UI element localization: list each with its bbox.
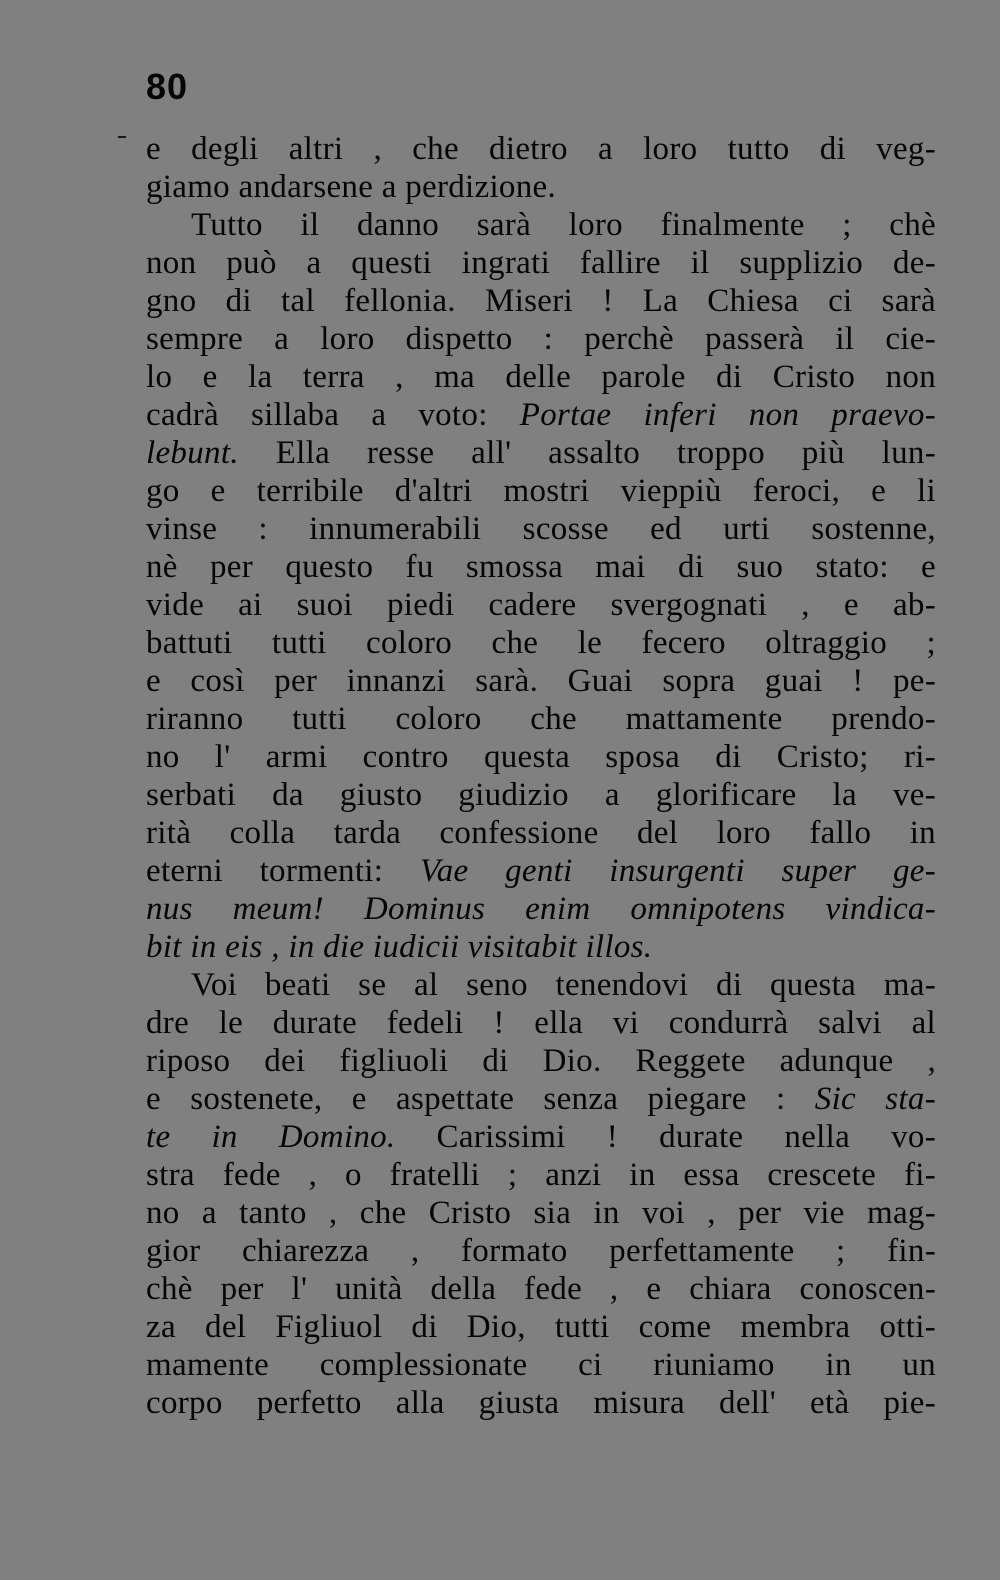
text-line	[146, 662, 936, 700]
text-line	[146, 244, 936, 282]
text-segment: vinse : innumerabili scosse ed urti sostenne,	[146, 511, 936, 547]
text-segment: Ella resse all' assalto troppo più lun-	[238, 435, 936, 471]
text-segment: gior chiarezza , formato perfettamente ; fin-	[146, 1233, 936, 1269]
text-segment: Voi beati se al seno tenendovi di questa ma-	[191, 967, 936, 1003]
text-segment: gno di tal fellonia. Miseri ! La Chiesa ci sarà	[146, 283, 936, 319]
italic-text: Vae genti insurgenti super ge-	[419, 853, 937, 889]
text-line	[146, 168, 936, 206]
italic-text: nus meum! Dominus enim omnipotens vindica-	[146, 891, 936, 927]
text-line	[146, 1080, 936, 1118]
text-segment: chè per l' unità della fede , e chiara conoscen-	[146, 1271, 936, 1307]
italic-text: Portae inferi non praevo-	[519, 397, 937, 433]
text-segment: non può a questi ingrati fallire il supplizio de-	[146, 245, 936, 281]
text-line	[146, 510, 936, 548]
text-line	[146, 1232, 936, 1270]
text-segment: Tutto il danno sarà loro finalmente ; chè	[191, 207, 936, 243]
italic-text: lebunt.	[146, 435, 239, 471]
text-line	[146, 282, 936, 320]
text-line	[146, 890, 936, 928]
text-line	[146, 814, 936, 852]
text-line	[146, 1194, 936, 1232]
text-segment: e degli altri , che dietro a loro tutto di veg-	[146, 131, 936, 167]
text-segment: battuti tutti coloro che le fecero oltraggio ;	[146, 625, 936, 661]
italic-text: te in Domino.	[146, 1119, 396, 1155]
text-line	[146, 206, 936, 244]
italic-text: Sic sta-	[814, 1081, 936, 1117]
text-line	[146, 434, 936, 472]
text-line	[146, 700, 936, 738]
text-line	[146, 1308, 936, 1346]
page-number: 80	[146, 66, 189, 107]
text-line	[146, 1384, 936, 1422]
text-segment: giamo andarsene a perdizione.	[146, 169, 557, 205]
text-line	[146, 548, 936, 586]
italic-text: bit in eis , in die iudicii visitabit illos.	[146, 929, 653, 965]
text-line	[146, 358, 936, 396]
text-line	[146, 320, 936, 358]
text-line	[146, 396, 936, 434]
text-line	[146, 1118, 936, 1156]
text-segment: vide ai suoi piedi cadere svergognati , e ab-	[146, 587, 936, 623]
margin-mark	[118, 136, 126, 138]
text-segment: nè per questo fu smossa mai di suo stato: e	[146, 549, 936, 585]
text-line	[146, 586, 936, 624]
text-segment: serbati da giusto giudizio a glorificare la ve-	[146, 777, 936, 813]
text-line	[146, 776, 936, 814]
body-text	[146, 130, 936, 1422]
text-segment: riposo dei figliuoli di Dio. Reggete adunque ,	[146, 1043, 936, 1079]
text-line	[146, 1270, 936, 1308]
text-segment: dre le durate fedeli ! ella vi condurrà salvi al	[146, 1005, 936, 1041]
text-line	[146, 738, 936, 776]
text-segment: eterni tormenti:	[146, 853, 420, 889]
text-segment: sempre a loro dispetto : perchè passerà il cie-	[146, 321, 936, 357]
text-line	[146, 1156, 936, 1194]
text-line	[146, 624, 936, 662]
text-line	[146, 966, 936, 1004]
text-segment: stra fede , o fratelli ; anzi in essa crescete fi-	[146, 1157, 936, 1193]
text-line	[146, 928, 936, 966]
text-line	[146, 852, 936, 890]
text-segment: corpo perfetto alla giusta misura dell' età pie-	[146, 1385, 936, 1421]
text-segment: Carissimi ! durate nella vo-	[395, 1119, 936, 1155]
text-segment: go e terribile d'altri mostri vieppiù feroci, e li	[146, 473, 936, 509]
text-segment: cadrà sillaba a voto:	[146, 397, 520, 433]
text-segment: za del Figliuol di Dio, tutti come membra otti-	[146, 1309, 936, 1345]
text-segment: mamente complessionate ci riuniamo in un	[146, 1347, 936, 1383]
text-line	[146, 130, 936, 168]
text-segment: no l' armi contro questa sposa di Cristo; ri-	[146, 739, 936, 775]
text-segment: lo e la terra , ma delle parole di Cristo non	[146, 359, 936, 395]
text-line	[146, 1042, 936, 1080]
text-segment: e così per innanzi sarà. Guai sopra guai ! pe-	[146, 663, 936, 699]
text-segment: rità colla tarda confessione del loro fallo in	[146, 815, 936, 851]
text-segment: e sostenete, e aspettate senza piegare :	[146, 1081, 815, 1117]
text-line	[146, 1004, 936, 1042]
text-line	[146, 472, 936, 510]
text-segment: riranno tutti coloro che mattamente prendo-	[146, 701, 936, 737]
text-line	[146, 1346, 936, 1384]
text-segment: no a tanto , che Cristo sia in voi , per vie mag-	[146, 1195, 936, 1231]
